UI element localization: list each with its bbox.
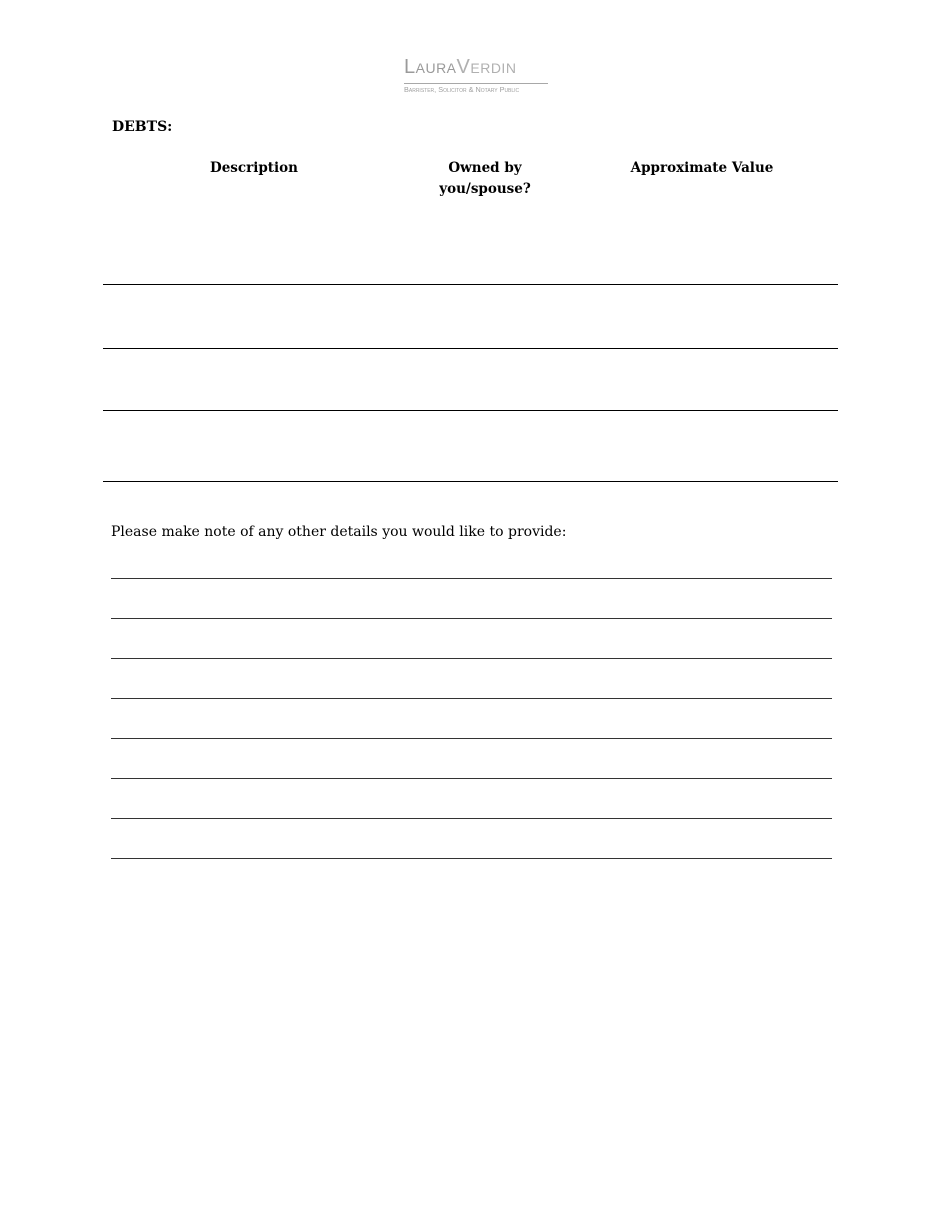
column-header-owned-line2: you/spouse? bbox=[439, 181, 531, 197]
logo-divider bbox=[404, 83, 548, 84]
table-row-rule bbox=[103, 348, 838, 349]
notes-write-line[interactable] bbox=[111, 618, 832, 619]
logo-tagline: Barrister, Solicitor & Notary Public bbox=[404, 85, 520, 94]
notes-write-line[interactable] bbox=[111, 818, 832, 819]
column-header-owned-by bbox=[425, 158, 545, 200]
logo-name-second: Verdin bbox=[456, 56, 517, 78]
notes-write-line[interactable] bbox=[111, 578, 832, 579]
logo-name-first: Laura bbox=[404, 56, 457, 78]
logo-name bbox=[404, 54, 516, 80]
table-row-rule bbox=[103, 284, 838, 285]
notes-write-line[interactable] bbox=[111, 738, 832, 739]
notes-write-line[interactable] bbox=[111, 658, 832, 659]
table-row-rule bbox=[103, 410, 838, 411]
notes-write-line[interactable] bbox=[111, 698, 832, 699]
notes-prompt: Please make note of any other details you would like to provide: bbox=[111, 524, 567, 540]
column-header-approximate-value: Approximate Value bbox=[630, 160, 774, 176]
section-title: DEBTS: bbox=[112, 119, 173, 135]
notes-write-line[interactable] bbox=[111, 858, 832, 859]
column-header-description: Description bbox=[210, 160, 298, 176]
notes-write-line[interactable] bbox=[111, 778, 832, 779]
letterhead-logo bbox=[404, 54, 550, 98]
column-header-owned-line1: Owned by bbox=[448, 160, 522, 176]
table-row-rule bbox=[103, 481, 838, 482]
